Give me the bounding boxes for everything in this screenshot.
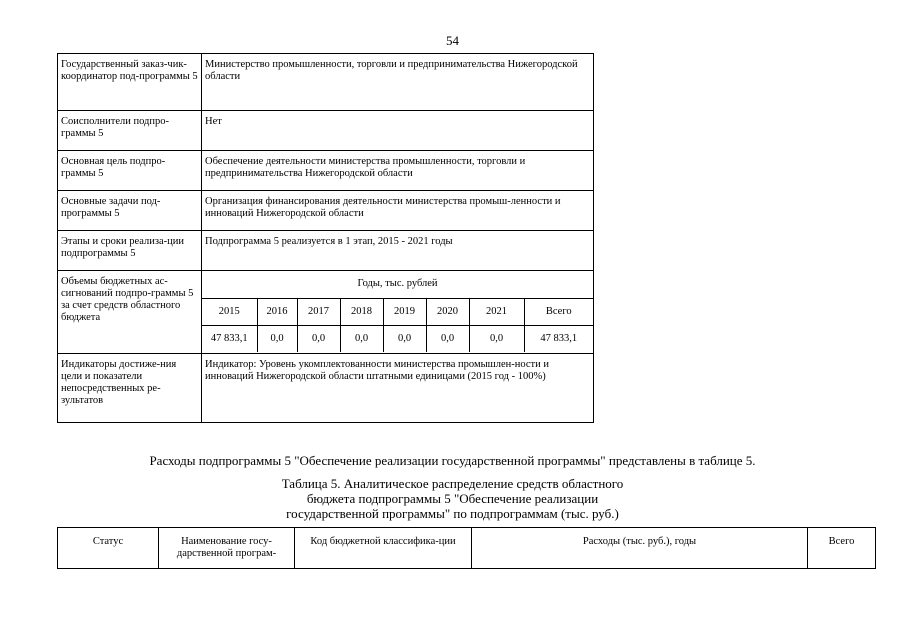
budget-value: 0,0	[426, 325, 469, 352]
expenses-paragraph: Расходы подпрограммы 5 "Обеспечение реализации государственной программы" представлены в таблице 5.	[149, 453, 756, 468]
header-budget-code: Код бюджетной классифика-ции	[295, 528, 472, 569]
passport-row-label: Основные задачи под-программы 5	[58, 191, 202, 231]
budget-years-row	[202, 298, 593, 325]
budget-value: 47 833,1	[540, 332, 578, 344]
subprogram-passport-table	[57, 53, 594, 423]
budget-year: 2016	[257, 298, 297, 325]
passport-row-value: Подпрограмма 5 реализуется в 1 этап, 2015 - 2021 годы	[202, 231, 594, 271]
budget-cell	[202, 271, 594, 354]
header-expenses-years: Расходы (тыс. руб.), годы	[472, 528, 808, 569]
passport-row-label: Государственный заказ-чик-координатор под-программы 5	[58, 54, 202, 111]
header-program-name: Наименование госу-дарственной програм-	[159, 528, 295, 569]
passport-row-label: Этапы и сроки реализа-ции подпрограммы 5	[58, 231, 202, 271]
table-caption-line: государственной программы" по подпрограммам (тыс. руб.)	[286, 506, 619, 521]
passport-row	[58, 231, 594, 271]
budget-year: 2017	[297, 298, 340, 325]
indicators-label: Индикаторы достиже-ния цели и показатели непосредственных ре-зультатов	[58, 354, 202, 423]
budget-years-table	[202, 271, 593, 352]
passport-budget-row	[58, 271, 594, 354]
budget-value: 0,0	[469, 325, 524, 352]
budget-year: 2015	[202, 298, 257, 325]
budget-values-row	[202, 325, 593, 352]
budget-heading: Годы, тыс. рублей	[202, 271, 593, 298]
page-number: 54	[446, 33, 459, 48]
header-total: Всего	[808, 528, 876, 569]
budget-value: 0,0	[383, 325, 426, 352]
budget-year: 2021	[469, 298, 524, 325]
table-caption-line: Таблица 5. Аналитическое распределение средств областного	[281, 476, 624, 491]
passport-row-value: Обеспечение деятельности министерства промышленности, торговли и предпринимательства Нижегородской области	[202, 151, 594, 191]
budget-distribution-table	[57, 527, 876, 569]
budget-label: Объемы бюджетных ас-сигнований подпро-граммы 5 за счет средств областного бюджета	[58, 271, 202, 354]
passport-row-value: Организация финансирования деятельности министерства промыш-ленности и инноваций Нижегородской области	[202, 191, 594, 231]
passport-row	[58, 191, 594, 231]
header-status: Статус	[58, 528, 159, 569]
budget-year: 2019	[383, 298, 426, 325]
table-header-row	[58, 528, 876, 569]
budget-year: 2020	[426, 298, 469, 325]
table-caption-line: бюджета подпрограммы 5 "Обеспечение реализации	[306, 491, 599, 506]
passport-row	[58, 354, 594, 423]
indicators-value: Индикатор: Уровень укомплектованности министерства промышлен-ности и инноваций Нижегородской области штатными единицами (2015 год - 100%)	[202, 354, 594, 423]
budget-value: 0,0	[297, 325, 340, 352]
budget-value: 47 833,1	[202, 325, 257, 352]
passport-row	[58, 151, 594, 191]
budget-value: 0,0	[340, 325, 383, 352]
budget-value: 0,0	[257, 325, 297, 352]
passport-row	[58, 111, 594, 151]
passport-row-value: Министерство промышленности, торговли и предпринимательства Нижегородской области	[202, 54, 594, 111]
passport-row	[58, 54, 594, 111]
budget-year: 2018	[340, 298, 383, 325]
table-caption	[0, 476, 905, 521]
passport-row-value: Нет	[202, 111, 594, 151]
budget-year: Всего	[524, 298, 593, 325]
passport-row-label: Соисполнители подпро-граммы 5	[58, 111, 202, 151]
passport-row-label: Основная цель подпро-граммы 5	[58, 151, 202, 191]
